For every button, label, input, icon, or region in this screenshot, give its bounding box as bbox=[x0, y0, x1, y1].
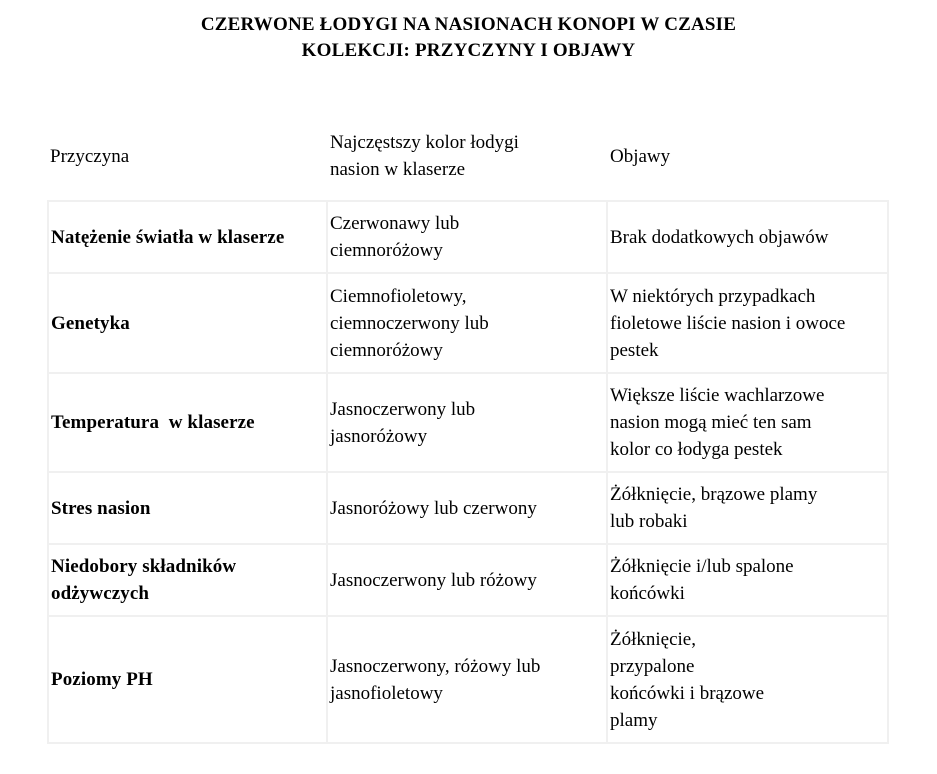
cause-cell: Genetyka bbox=[48, 273, 327, 373]
header-stem-color: Najczęstszy kolor łodygi nasion w klaserze bbox=[330, 132, 519, 180]
table-row bbox=[48, 616, 888, 743]
table-row bbox=[48, 201, 888, 273]
table-row bbox=[48, 544, 888, 616]
symptoms-cell: Żółknięcie i/lub spalone końcówki bbox=[607, 544, 888, 616]
symptoms-cell: Żółknięcie, przypalone końcówki i brązowe plamy bbox=[607, 616, 888, 743]
symptoms-cell: W niektórych przypadkach fioletowe liście nasion i owoce pestek bbox=[607, 273, 888, 373]
stem-color-cell: Jasnoczerwony, różowy lub jasnofioletowy bbox=[327, 616, 607, 743]
cause-cell: Temperatura w klaserze bbox=[48, 373, 327, 472]
table-row bbox=[48, 273, 888, 373]
symptoms-cell: Żółknięcie, brązowe plamy lub robaki bbox=[607, 472, 888, 544]
header-symptoms: Objawy bbox=[610, 145, 671, 167]
title-line-2: KOLEKCJI: PRZYCZYNY I OBJAWY bbox=[301, 40, 636, 61]
stem-color-cell: Ciemnofioletowy, ciemnoczerwony lub ciemnoróżowy bbox=[327, 273, 607, 373]
cause-cell: Natężenie światła w klaserze bbox=[48, 201, 327, 273]
causes-table bbox=[47, 200, 889, 744]
stem-color-cell: Jasnoczerwony lub różowy bbox=[327, 544, 607, 616]
cause-cell: Stres nasion bbox=[48, 472, 327, 544]
title-line-1: CZERWONE ŁODYGI NA NASIONACH KONOPI W CZASIE bbox=[200, 14, 737, 35]
stem-color-cell: Jasnoróżowy lub czerwony bbox=[327, 472, 607, 544]
cause-cell: Poziomy PH bbox=[48, 616, 327, 743]
stem-color-cell: Jasnoczerwony lub jasnoróżowy bbox=[327, 373, 607, 472]
table-row bbox=[48, 472, 888, 544]
stem-color-cell: Czerwonawy lub ciemnoróżowy bbox=[327, 201, 607, 273]
symptoms-cell: Brak dodatkowych objawów bbox=[607, 201, 888, 273]
table-header-row bbox=[47, 124, 887, 188]
table-row bbox=[48, 373, 888, 472]
document-title bbox=[0, 12, 937, 64]
symptoms-cell: Większe liście wachlarzowe nasion mogą mieć ten sam kolor co łodyga pestek bbox=[607, 373, 888, 472]
cause-cell: Niedobory składników odżywczych bbox=[48, 544, 327, 616]
header-cause: Przyczyna bbox=[50, 145, 130, 167]
